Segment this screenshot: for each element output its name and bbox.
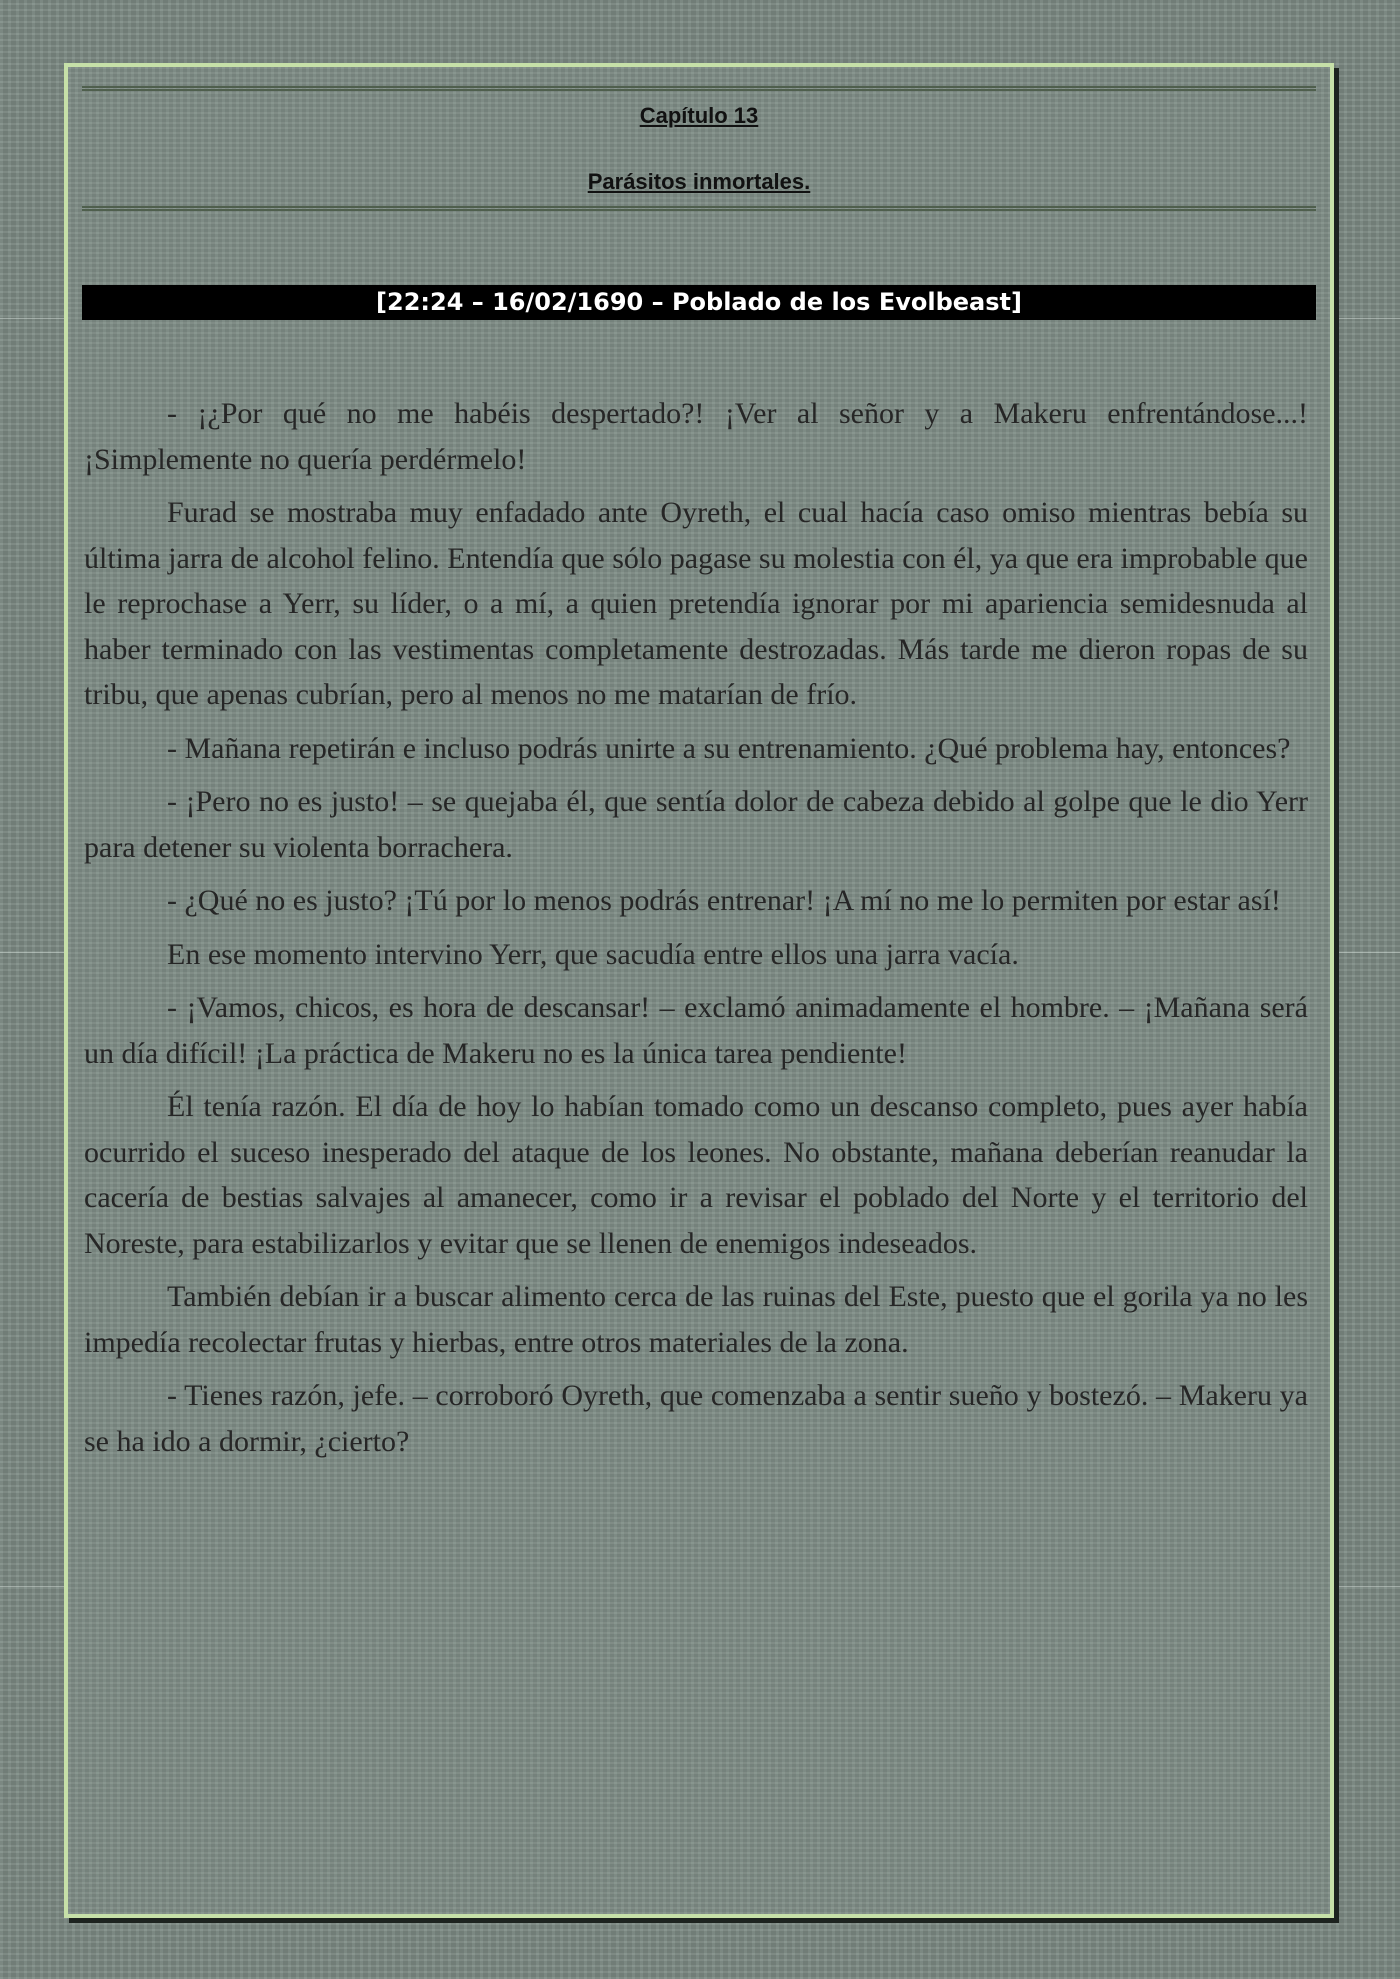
paragraph: - ¡Vamos, chicos, es hora de descansar! – exclamó animadamente el hombre. – ¡Mañana será un día difícil! ¡La práctica de Makeru no es la única tarea pendiente! <box>84 991 1308 1070</box>
date-location-bar: [22:24 – 16/02/1690 – Poblado de los Evolbeast] <box>82 285 1316 320</box>
paragraph: También debían ir a buscar alimento cerca de las ruinas del Este, puesto que el gorila ya no les impedía recolectar frutas y hierbas, entre otros materiales de la zona. <box>84 1280 1308 1359</box>
paragraph: Él tenía razón. El día de hoy lo habían tomado como un descanso completo, pues ayer había ocurrido el suceso inesperado del ataque de los leones. No obstante, mañana deberían reanudar la cacería de bestias salvajes al amanecer, como ir a revisar el poblado del Norte y el territorio del Noreste, para estabilizarlos y evitar que se llenen de enemigos indeseados. <box>84 1090 1308 1260</box>
chapter-number: Capítulo 13 <box>639 103 759 128</box>
paragraph: - ¿Qué no es justo? ¡Tú por lo menos podrás entrenar! ¡A mí no me lo permiten por estar así! <box>167 884 1281 917</box>
paragraph: - Tienes razón, jefe. – corroboró Oyreth, que comenzaba a sentir sueño y bostezó. – Makeru ya se ha ido a dormir, ¿cierto? <box>84 1379 1308 1458</box>
paragraph: - Mañana repetirán e incluso podrás unirte a su entrenamiento. ¿Qué problema hay, entonces? <box>167 731 1291 765</box>
document-page <box>64 63 1334 1918</box>
paragraph: En ese momento intervino Yerr, que sacudía entre ellos una jarra vacía. <box>167 937 1019 971</box>
chapter-title: Parásitos inmortales. <box>587 169 811 194</box>
paragraph: Furad se mostraba muy enfadado ante Oyreth, el cual hacía caso omiso mientras bebía su última jarra de alcohol felino. Entendía que sólo pagase su molestia con él, ya que era improbable que le reprochase a Yerr, su líder, o a mí, a quien pretendía ignorar por mi apariencia semidesnuda al haber terminado con las vestimentas completamente destrozadas. Más tarde me dieron ropas de su tribu, que apenas cubrían, pero al menos no me matarían de frío. <box>84 496 1308 711</box>
bottom-divider <box>82 206 1316 211</box>
top-divider <box>82 86 1316 91</box>
paragraph: - ¡¿Por qué no me habéis despertado?! ¡Ver al señor y a Makeru enfrentándose...! ¡Simplemente no quería perdérmelo! <box>84 397 1308 476</box>
chapter-body <box>84 391 1308 1472</box>
paragraph: - ¡Pero no es justo! – se quejaba él, que sentía dolor de cabeza debido al golpe que le dio Yerr para detener su violenta borrachera. <box>84 785 1308 864</box>
